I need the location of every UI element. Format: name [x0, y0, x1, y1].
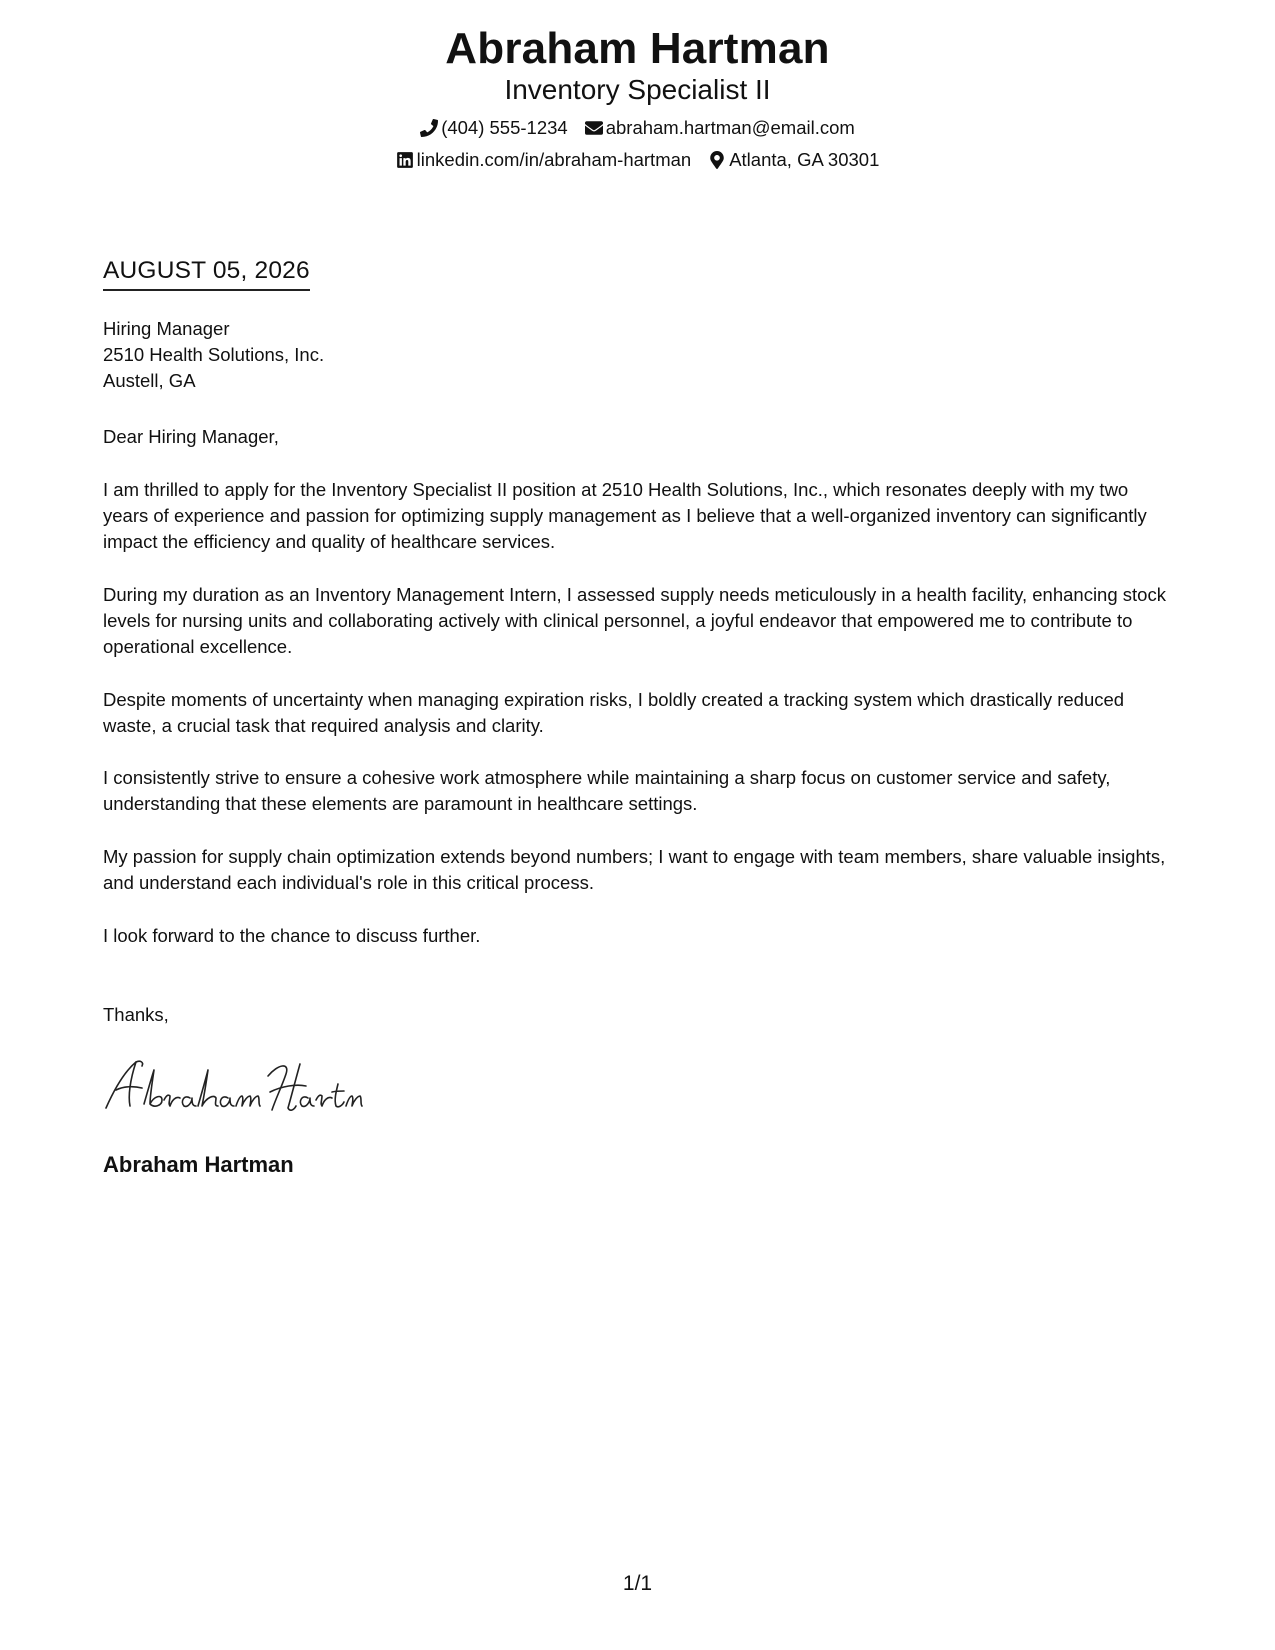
recipient-block: [103, 316, 324, 394]
job-title: Inventory Specialist II: [504, 74, 771, 105]
linkedin-text[interactable]: linkedin.com/in/abraham-hartman: [416, 149, 692, 170]
body-paragraph: I am thrilled to apply for the Inventory Specialist II position at 2510 Health Solutions, Inc., which resonates deeply with my two years of experience and passion for optimizing supply management as I believe that a well-organized inventory can significantly impact the efficiency and quality of healthcare services.: [103, 479, 1147, 552]
closing: Thanks,: [103, 1004, 169, 1025]
location-text: Atlanta, GA 30301: [729, 149, 880, 170]
contact-row-primary: [0, 116, 1275, 140]
linkedin-icon: [396, 151, 414, 169]
body-paragraph: My passion for supply chain optimization extends beyond numbers; I want to engage with team members, share valuable insights, and understand each individual's role in this critical process.: [103, 846, 1166, 893]
map-marker-icon: [708, 151, 726, 169]
body-paragraph: Despite moments of uncertainty when managing expiration risks, I boldly created a tracking system which drastically reduced waste, a crucial task that required analysis and clarity.: [103, 689, 1125, 736]
letter-date: AUGUST 05, 2026: [103, 256, 310, 291]
email-text[interactable]: abraham.hartman@email.com: [605, 117, 855, 138]
salutation: Dear Hiring Manager,: [103, 426, 279, 447]
letter-header: [0, 22, 1275, 172]
recipient-line: Hiring Manager: [103, 318, 230, 339]
signer-name: Abraham Hartman: [103, 1152, 294, 1177]
envelope-icon: [585, 119, 603, 137]
contact-email: [585, 116, 855, 140]
handwritten-signature: [100, 1050, 370, 1120]
applicant-name: Abraham Hartman: [445, 24, 830, 73]
body-paragraph: During my duration as an Inventory Management Intern, I assessed supply needs meticulously in a health facility, enhancing stock levels for nursing units and collaborating actively with clinical personnel, a joyful endeavor that empowered me to contribute to operational excellence.: [103, 584, 1166, 657]
contact-row-secondary: [0, 148, 1275, 172]
recipient-line: Austell, GA: [103, 370, 196, 391]
phone-icon: [420, 119, 438, 137]
body-paragraph: I consistently strive to ensure a cohesive work atmosphere while maintaining a sharp focus on customer service and safety, understanding that these elements are paramount in healthcare settings.: [103, 767, 1111, 814]
recipient-line: 2510 Health Solutions, Inc.: [103, 344, 325, 365]
contact-linkedin: [396, 148, 692, 172]
contact-phone: [420, 116, 568, 140]
body-paragraph: I look forward to the chance to discuss further.: [103, 925, 481, 946]
contact-location: [708, 148, 879, 172]
phone-text[interactable]: (404) 555-1234: [441, 117, 568, 138]
page-number: 1/1: [622, 1572, 653, 1595]
